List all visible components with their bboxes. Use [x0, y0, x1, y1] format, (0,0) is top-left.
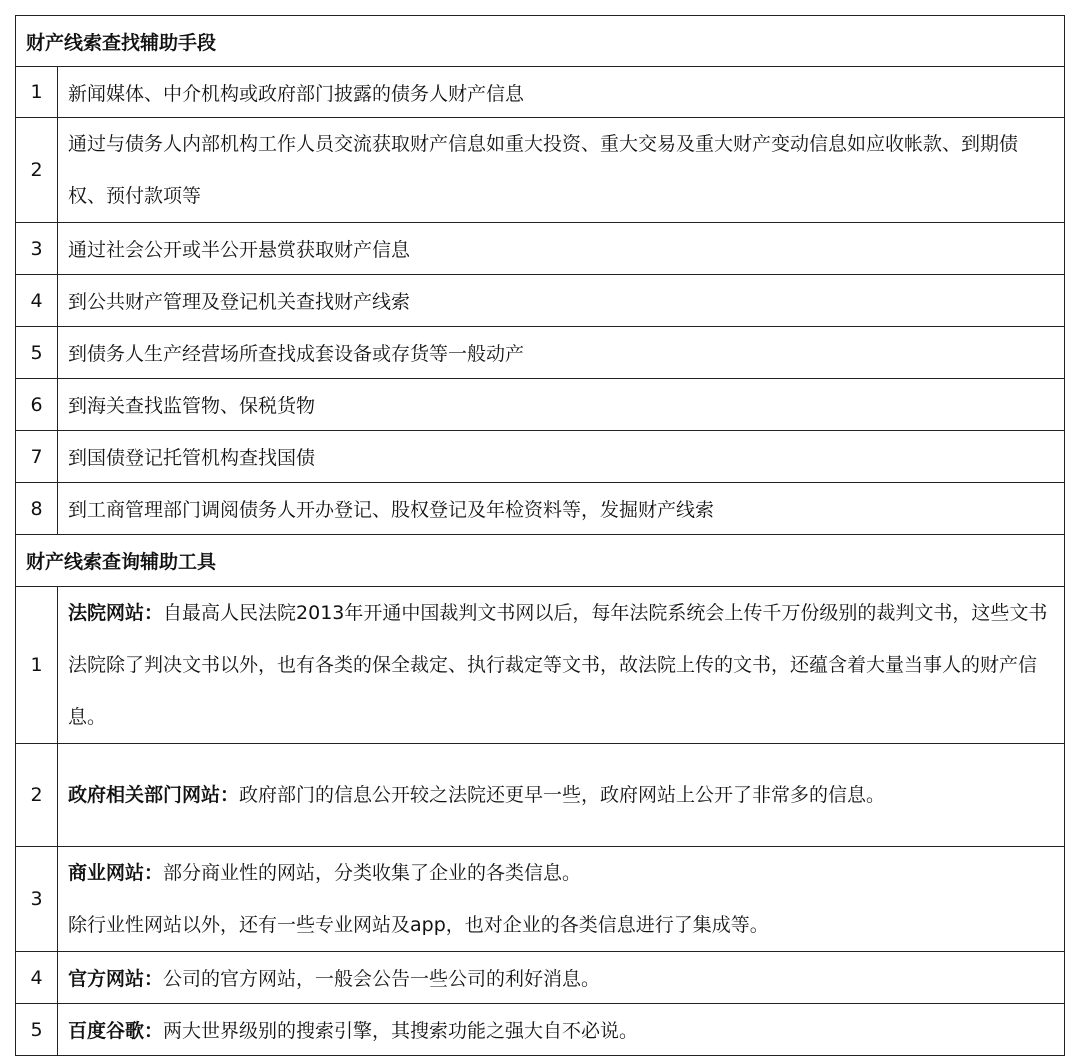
row-body: 自最高人民法院2013年开通中国裁判文书网以后，每年法院系统会上传千万份级别的裁判文书，这些文书法院除了判决文书以外，也有各类的保全裁定、执行裁定等文书，故法院上传的文书，还蕴含着大量当事人的财产信息。	[68, 602, 1048, 728]
table-row	[16, 587, 1065, 744]
row-body: 两大世界级别的搜索引擎，其搜索功能之强大自不必说。	[163, 1020, 639, 1042]
row-text	[58, 587, 1065, 744]
section-title: 财产线索查找辅助手段	[16, 16, 1065, 67]
row-number: 1	[16, 587, 58, 744]
row-text	[58, 952, 1065, 1004]
section-header-row	[16, 535, 1065, 587]
row-text: 到海关查找监管物、保税货物	[58, 379, 1065, 431]
row-text	[58, 847, 1065, 952]
row-number: 3	[16, 223, 58, 275]
table-row	[16, 275, 1065, 327]
row-text: 到债务人生产经营场所查找成套设备或存货等一般动产	[58, 327, 1065, 379]
row-number: 3	[16, 847, 58, 952]
row-text: 通过社会公开或半公开悬赏获取财产信息	[58, 223, 1065, 275]
table-row	[16, 744, 1065, 847]
table-row	[16, 118, 1065, 223]
row-label: 法院网站：	[68, 602, 164, 624]
table-row	[16, 223, 1065, 275]
table-row	[16, 952, 1065, 1004]
row-number: 5	[16, 1004, 58, 1056]
row-label: 政府相关部门网站：	[68, 784, 240, 806]
row-number: 4	[16, 952, 58, 1004]
row-number: 1	[16, 67, 58, 118]
row-number: 8	[16, 483, 58, 535]
section-title: 财产线索查询辅助工具	[16, 535, 1065, 587]
row-label: 百度谷歌：	[68, 1020, 164, 1042]
row-body: 部分商业性的网站，分类收集了企业的各类信息。	[163, 862, 582, 884]
section-header-row	[16, 16, 1065, 67]
row-text	[58, 1004, 1065, 1056]
row-number: 6	[16, 379, 58, 431]
table-row	[16, 379, 1065, 431]
row-body: 政府部门的信息公开较之法院还更早一些，政府网站上公开了非常多的信息。	[239, 784, 886, 806]
table-row	[16, 847, 1065, 952]
row-number: 4	[16, 275, 58, 327]
row-number: 2	[16, 744, 58, 847]
row-number: 7	[16, 431, 58, 483]
row-body: 公司的官方网站，一般会公告一些公司的利好消息。	[163, 968, 601, 990]
row-text	[58, 744, 1065, 847]
asset-clue-table	[15, 15, 1065, 1056]
row-text: 到公共财产管理及登记机关查找财产线索	[58, 275, 1065, 327]
row-text: 新闻媒体、中介机构或政府部门披露的债务人财产信息	[58, 67, 1065, 118]
table-row	[16, 327, 1065, 379]
row-number: 5	[16, 327, 58, 379]
table-row	[16, 67, 1065, 118]
row-body-line2: 除行业性网站以外，还有一些专业网站及app，也对企业的各类信息进行了集成等。	[68, 914, 769, 936]
row-text: 到国债登记托管机构查找国债	[58, 431, 1065, 483]
table-row	[16, 483, 1065, 535]
table-row	[16, 1004, 1065, 1056]
row-number: 2	[16, 118, 58, 223]
row-text: 通过与债务人内部机构工作人员交流获取财产信息如重大投资、重大交易及重大财产变动信息如应收帐款、到期债权、预付款项等	[58, 118, 1065, 223]
table-row	[16, 431, 1065, 483]
row-text: 到工商管理部门调阅债务人开办登记、股权登记及年检资料等，发掘财产线索	[58, 483, 1065, 535]
row-label: 商业网站：	[68, 862, 164, 884]
row-label: 官方网站：	[68, 968, 164, 990]
